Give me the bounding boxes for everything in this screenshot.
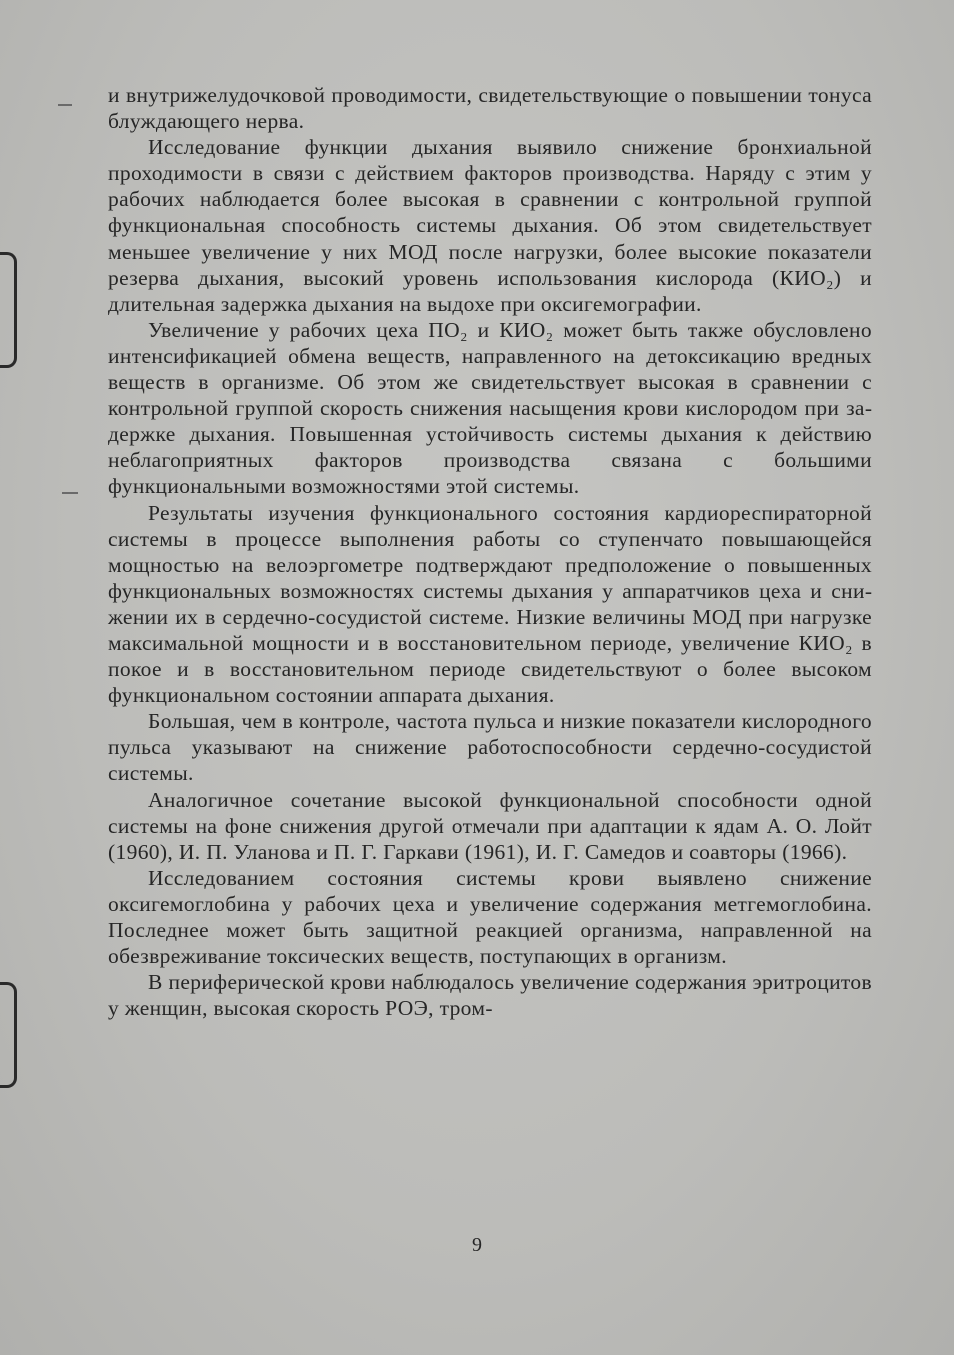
- paragraph: В периферической крови наблюдалось увеличение содержания эритроцитов у женщин, высокая скорость РОЭ, тром-: [108, 970, 872, 1021]
- paragraph: Исследование функции дыхания выявило снижение бронхиальной проходимости в связи с действием факторов производства. Наряду с этим у рабочих наблюдается более высокая в сравнении с контрольной группой функциональная способность системы дыхания. Об этом свидетельствует меньшее увеличение у них МОД после нагрузки, более высокие показатели резерва дыхания, высокий уровень использования кислорода (КИО₂) и длительная задержка дыхания на выдохе при оксигемографии.: [108, 135, 872, 316]
- margin-mark: [58, 104, 72, 106]
- paragraph: Исследованием состояния системы крови выявлено снижение оксигемоглобина у рабочих цеха и увеличение содержания метгемоглобина. Последнее может быть защитной реакцией организма, направленной на обезвреживание токсических веществ, поступающих в организм.: [108, 865, 872, 969]
- paragraph: Аналогичное сочетание высокой функциональной способности одной системы на фоне снижения другой отмечали при адаптации к ядам А. О. Лойт (1960), И. П. Уланова и П. Г. Гаркави (1961), И. Г. Самедов и соавторы (1966).: [108, 787, 872, 864]
- binding-staple-bottom: [0, 982, 17, 1088]
- paragraph: и внутрижелудочковой проводимости, свидетельствующие о повышении тонуса блуждающего нерва.: [108, 83, 872, 134]
- binding-staple-top: [0, 252, 17, 368]
- page-number: 9: [472, 1234, 482, 1256]
- paragraph: Результаты изучения функционального состояния кардиореспираторной системы в процессе выполнения работы со ступенчато повышающейся мощностью на велоэргометре подтверждают предположение о повышенных функциональных возможностях системы дыхания у аппаратчиков цеха и снижении их в сердечно-сосудистой системе. Низкие величины МОД при нагрузке максимальной мощности и в восстановительном периоде, увеличение КИО₂ в покое и в восстановительном периоде свидетельствуют о более высоком функциональном состоянии аппарата дыхания.: [108, 500, 872, 708]
- body-text: [108, 82, 872, 1021]
- paragraph: Увеличение у рабочих цеха ПО₂ и КИО₂ может быть также обусловлено интенсификацией обмена веществ, направленного на детоксикацию вредных веществ в организме. Об этом же свидетельствует высокая в сравнении с контрольной группой скорость снижения насыщения крови кислородом при задержке дыхания. Повышенная устойчивость системы дыхания к действию неблагоприятных факторов производства связана с большими функциональными возможностями этой системы.: [108, 317, 872, 499]
- paragraph: Большая, чем в контроле, частота пульса и низкие показатели кислородного пульса указывают на снижение работоспособности сердечно-сосудистой системы.: [108, 709, 872, 786]
- margin-mark: [62, 492, 78, 494]
